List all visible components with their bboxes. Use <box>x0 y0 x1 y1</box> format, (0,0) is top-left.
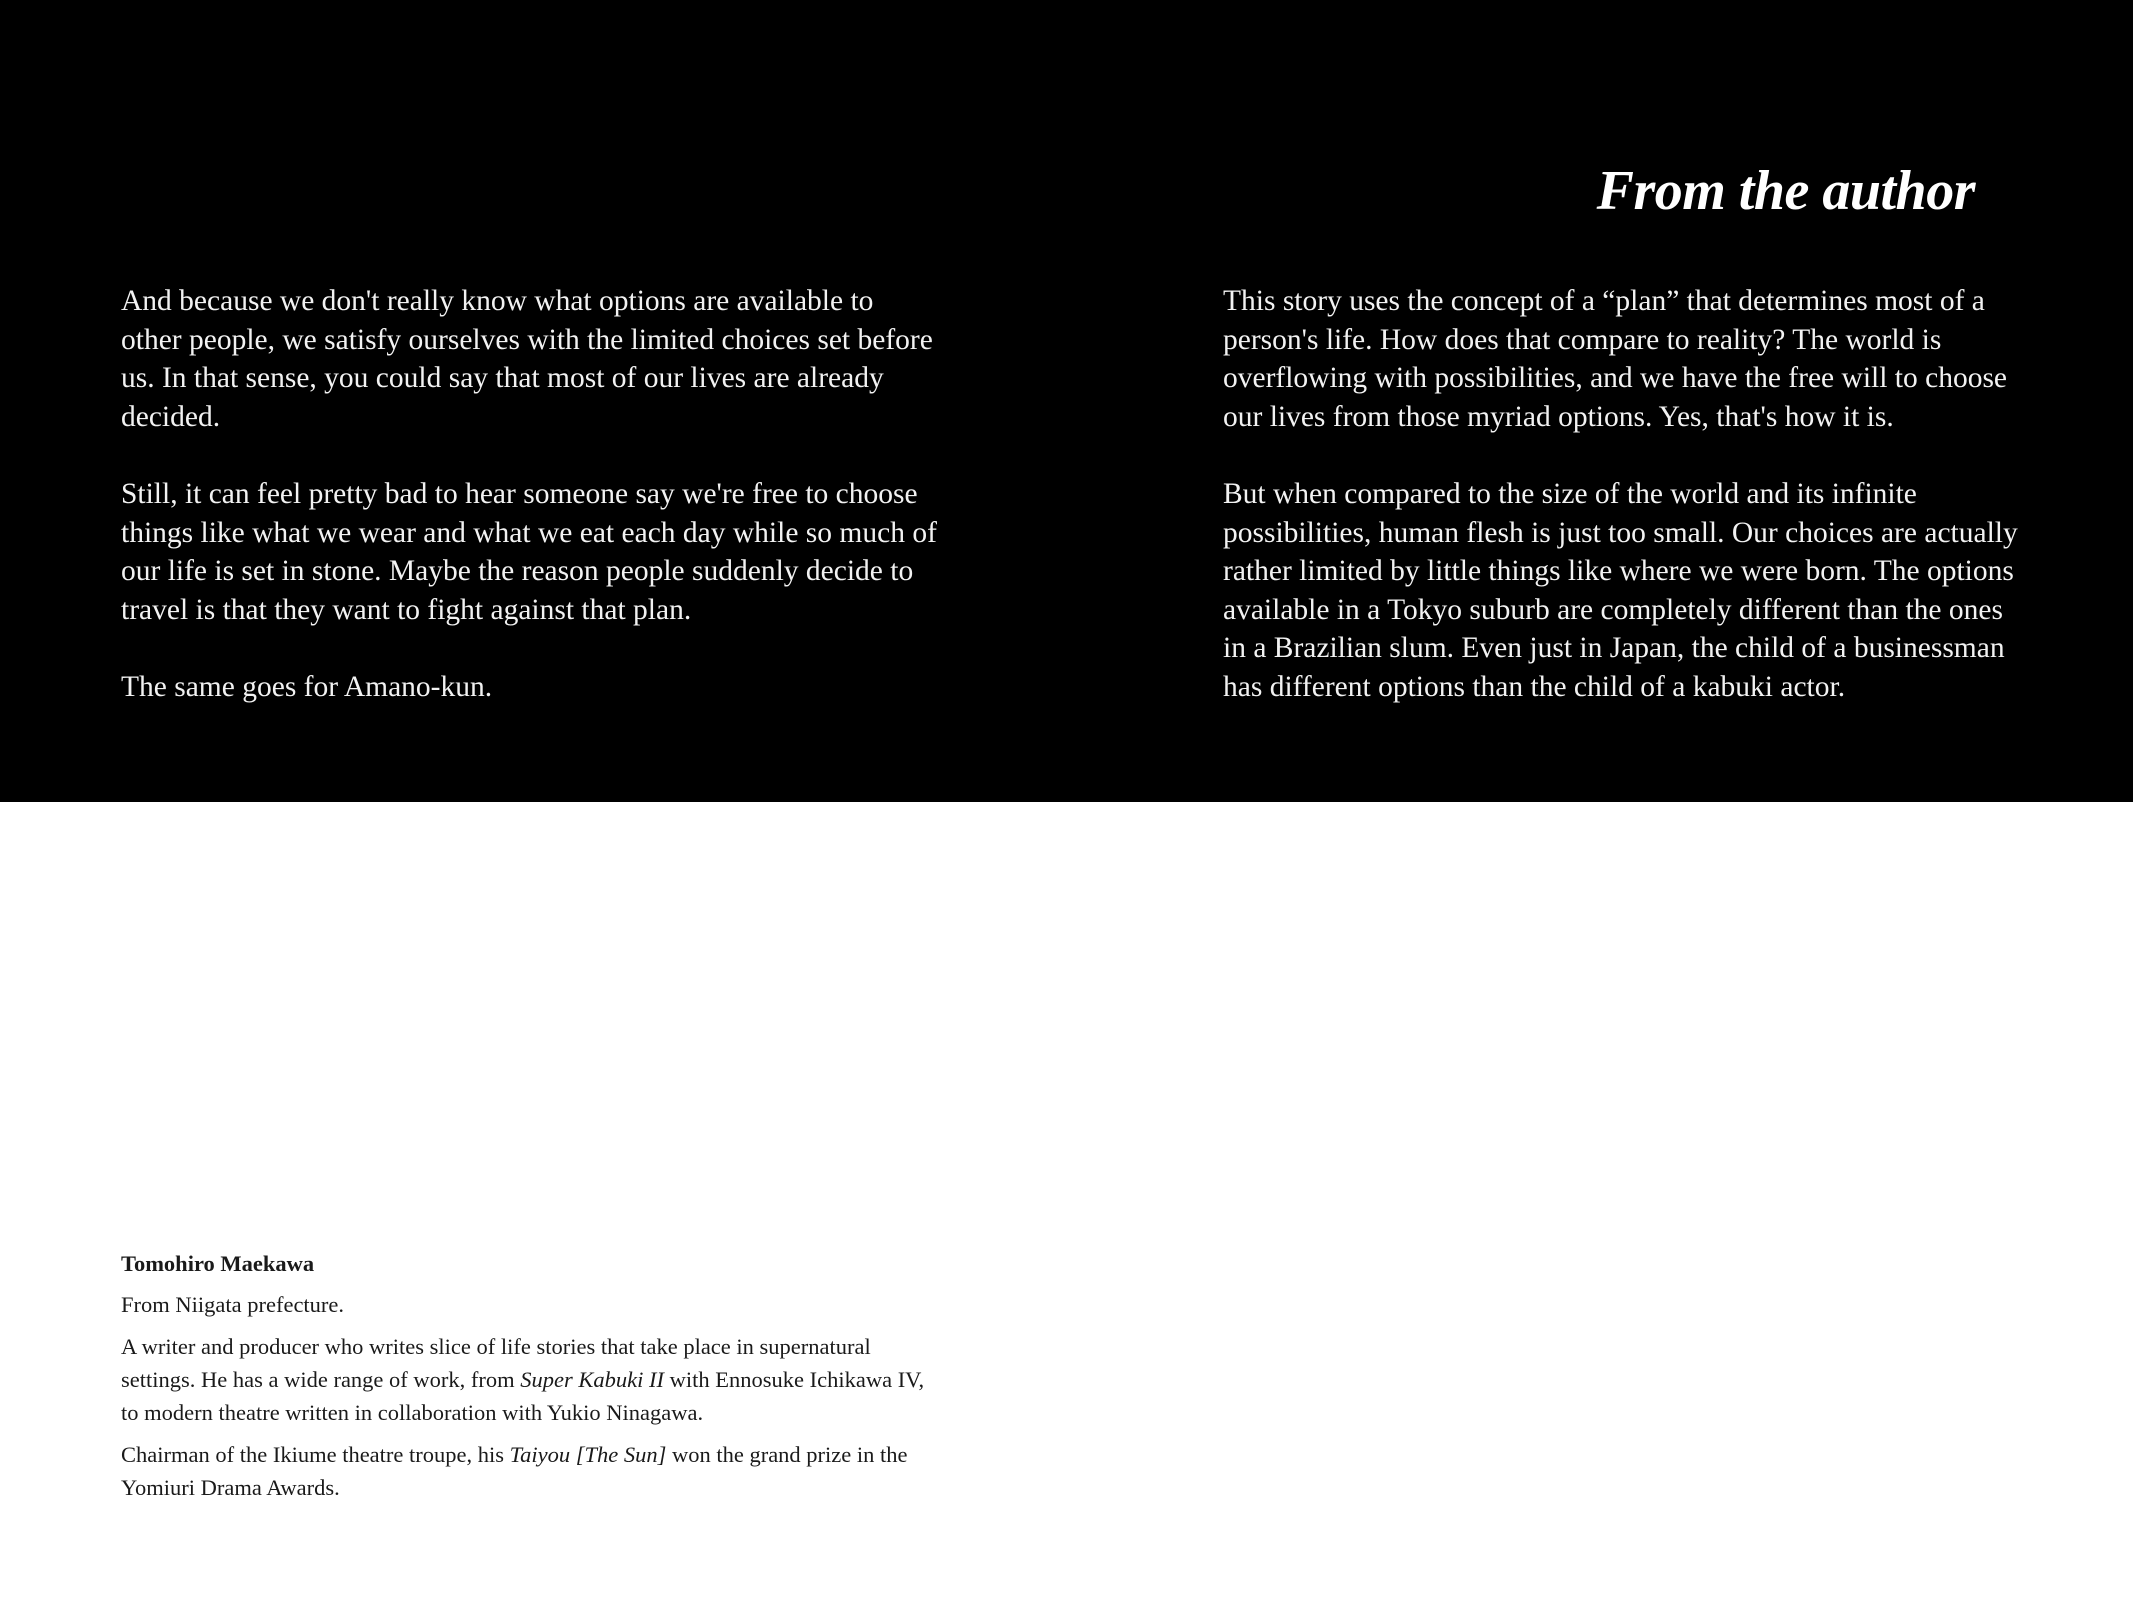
body-paragraph: The same goes for Amano-kun. <box>121 670 493 703</box>
bio-paragraph <box>121 1330 941 1429</box>
body-paragraph: This story uses the concept of a “plan” that determines most of a person's life. How does that compare to reality? The world is overflowing with possibilities, and we have the free will to choose our lives from those myriad options. Yes, that's how it is. <box>1223 285 2008 433</box>
author-bio <box>121 1247 941 1513</box>
author-origin: From Niigata prefecture. <box>121 1292 345 1317</box>
body-paragraph: Still, it can feel pretty bad to hear someone say we're free to choose things like what we wear and what we eat each day while so much of our life is set in stone. Maybe the reason people suddenly decide to travel is that they want to fight against that plan. <box>121 477 937 626</box>
bio-text: Chairman of the Ikiume theatre troupe, his <box>121 1442 510 1467</box>
bio-paragraph <box>121 1438 941 1504</box>
bio-text: won the grand prize in the Yomiuri Drama Awards. <box>121 1442 908 1500</box>
right-text-column <box>1223 282 2023 745</box>
left-text-column <box>121 282 941 745</box>
work-title: Super Kabuki II <box>520 1367 664 1392</box>
page-heading: From the author <box>1596 160 1975 222</box>
bio-text: A writer and producer who writes slice of life stories that take place in supernatural settings. He has a wide range of work, from <box>121 1334 871 1392</box>
work-title: Taiyou [The Sun] <box>509 1442 667 1467</box>
body-paragraph: And because we don't really know what options are available to other people, we satisfy ourselves with the limited choices set before us. In that sense, you could say that most of our lives are already decided. <box>121 285 933 433</box>
body-paragraph: But when compared to the size of the world and its infinite possibilities, human flesh is just too small. Our choices are actually rather limited by little things like where we were born. The options available in a Tokyo suburb are completely different than the ones in a Brazilian slum. Even just in Japan, the child of a businessman has different options than the child of a kabuki actor. <box>1223 477 2018 703</box>
bio-text: with Ennosuke Ichikawa IV, to modern theatre written in collaboration with Yukio Ninagawa. <box>121 1367 925 1425</box>
author-name: Tomohiro Maekawa <box>121 1251 315 1276</box>
